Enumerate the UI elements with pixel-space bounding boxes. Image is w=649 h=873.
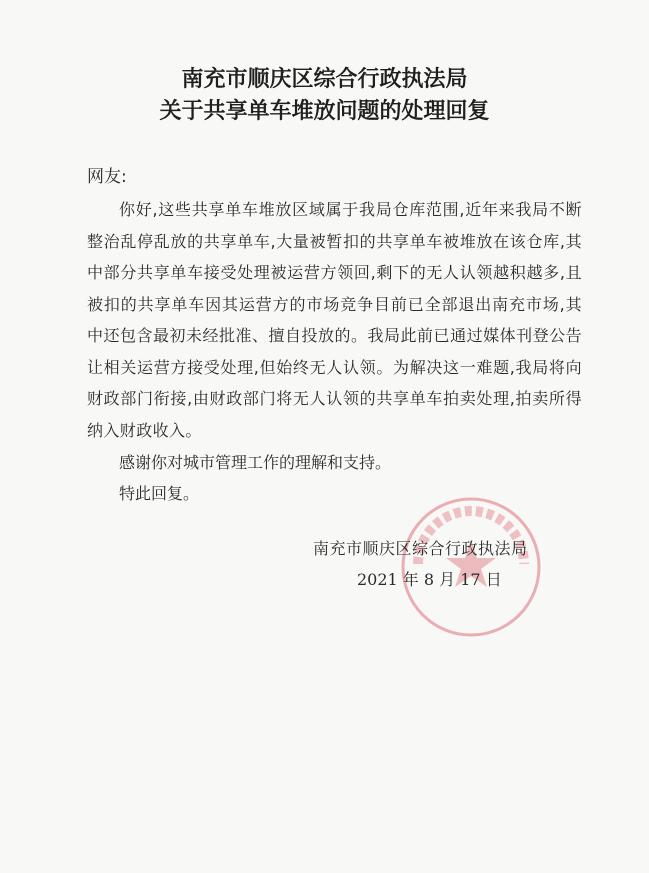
salutation: 网友:	[87, 167, 127, 187]
document-title-line1: 南充市顺庆区综合行政执法局	[181, 66, 468, 92]
signature-date: 2021 年 8 月 17 日	[357, 570, 502, 589]
signature-organization: 南充市顺庆区综合行政执法局	[313, 539, 528, 558]
body-paragraph-3: 特此回复。	[119, 484, 200, 503]
document-title-line2: 关于共享单车堆放问题的处理回复	[159, 98, 490, 124]
body-paragraph-2: 感谢你对城市管理工作的理解和支持。	[119, 453, 392, 472]
body-paragraph-1: 你好,这些共享单车堆放区域属于我局仓库范围,近年来我局不断整治乱停乱放的共享单车,大量被暂扣的共享单车被堆放在该仓库,其中部分共享单车接受处理被运营方领回,剩下的无人认领越积越多,且被扣的共享单车因其运营方的市场竞争目前已全部退出南充市场,其中还包含最初未经批准、擅自投放的。我局此前已通过媒体刊登公告让相关运营方接受处理,但始终无人认领。为解决这一难题,我局将向财政部门衔接,由财政部门将无人认领的共享单车拍卖处理,拍卖所得纳入财政收入。	[87, 200, 582, 440]
